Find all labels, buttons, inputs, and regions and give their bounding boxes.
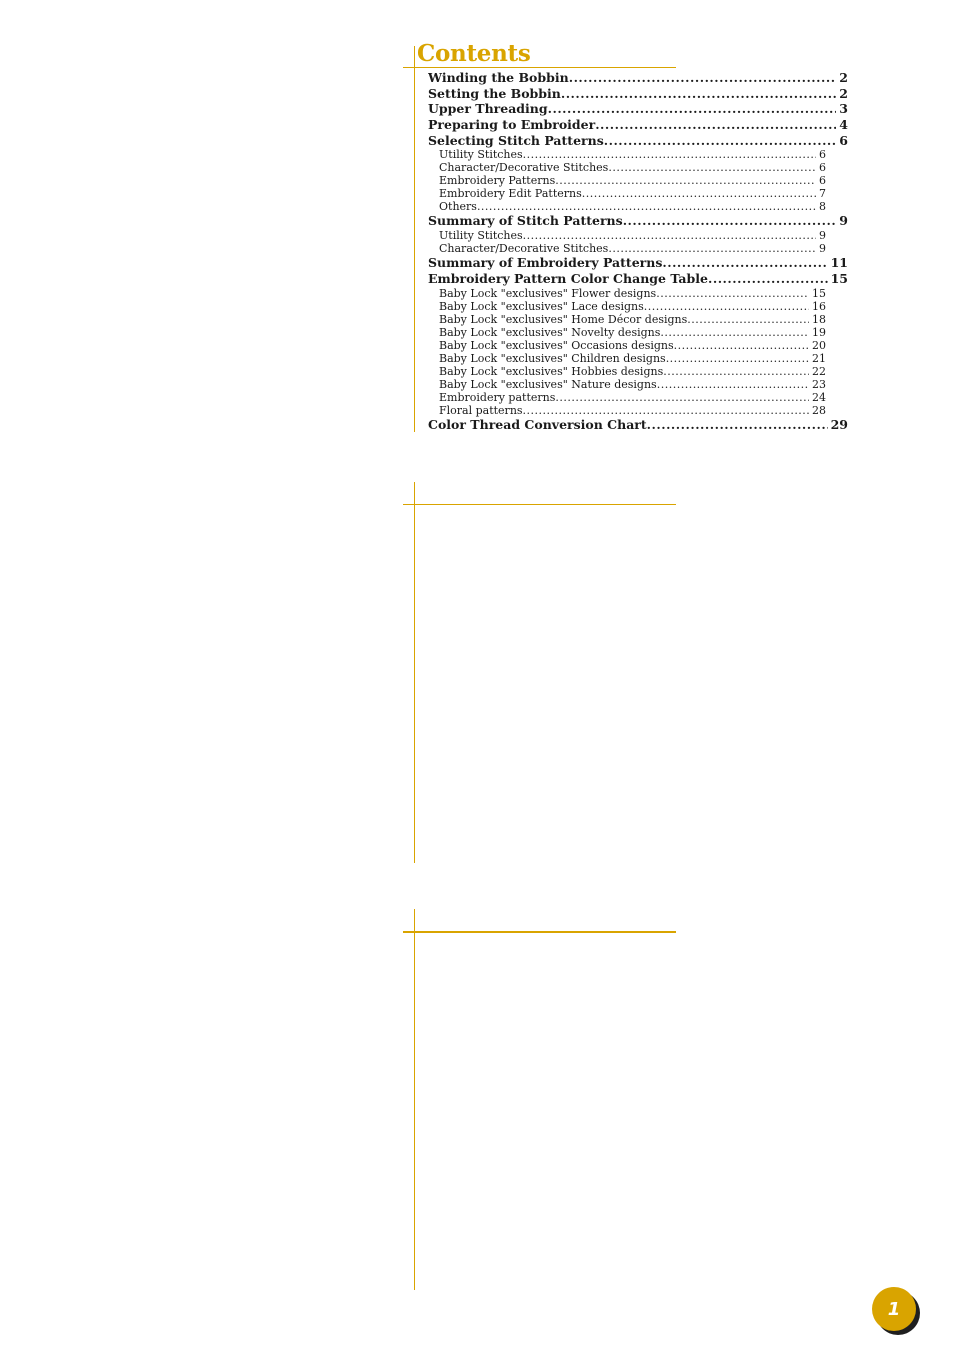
toc-leader-dots (523, 229, 816, 242)
toc-entry-label: Utility Stitches (439, 148, 523, 162)
toc-entry-label: Summary of Embroidery Patterns (428, 255, 663, 271)
toc-leader-dots (477, 200, 816, 213)
toc-entry-page: 19 (812, 325, 826, 339)
toc-entry-label: Upper Threading (428, 101, 548, 117)
toc-subentry[interactable] (439, 242, 826, 255)
toc-leader-dots (608, 242, 816, 255)
toc-entry-label: Baby Lock "exclusives" Occasions designs (439, 338, 674, 352)
toc-subentry[interactable] (439, 300, 826, 313)
section-1-horizontal-rule (403, 67, 676, 68)
toc-entry-page: 2 (839, 85, 848, 101)
page-number-badge: 1 (872, 1287, 916, 1331)
toc-entry-page: 22 (812, 364, 826, 378)
toc-leader-dots (687, 313, 809, 326)
toc-entry-label: Selecting Stitch Patterns (428, 132, 604, 148)
toc-leader-dots (548, 101, 837, 117)
toc-entry-label: Baby Lock "exclusives" Nature designs (439, 377, 657, 391)
toc-entry-label: Winding the Bobbin (428, 70, 569, 85)
toc-entry-page: 9 (819, 229, 826, 243)
toc-subentry[interactable] (439, 200, 826, 213)
toc-entry-page: 16 (812, 299, 826, 313)
toc-entry-label: Character/Decorative Stitches (439, 242, 609, 256)
toc-entry-label: Baby Lock "exclusives" Lace designs (439, 299, 644, 313)
toc-leader-dots (569, 70, 837, 86)
toc-subentry[interactable] (439, 148, 826, 161)
toc-leader-dots (623, 213, 837, 229)
toc-entry-label: Embroidery Patterns (439, 174, 556, 188)
toc-entry-page: 4 (839, 117, 848, 133)
toc-entry-label: Baby Lock "exclusives" Novelty designs (439, 325, 661, 339)
toc-leader-dots (644, 300, 809, 313)
toc-entry-label: Preparing to Embroider (428, 117, 596, 133)
toc-leader-dots (647, 417, 828, 433)
toc-entry-label: Baby Lock "exclusives" Hobbies designs (439, 364, 664, 378)
section-1-vertical-rule (414, 46, 415, 432)
toc-entry-page: 21 (812, 351, 826, 365)
toc-subentry[interactable] (439, 391, 826, 404)
toc-entry-page: 28 (812, 403, 826, 417)
section-3-horizontal-rule (403, 931, 676, 933)
section-3-vertical-rule (414, 909, 415, 1290)
toc-entry-label: Setting the Bobbin (428, 85, 561, 101)
toc-entry[interactable] (428, 70, 848, 86)
toc-subentry[interactable] (439, 352, 826, 365)
toc-subentry[interactable] (439, 161, 826, 174)
toc-entry-page: 20 (812, 338, 826, 352)
toc-leader-dots (674, 339, 809, 352)
toc-entry-page: 3 (839, 101, 848, 117)
toc-entry[interactable] (428, 213, 848, 229)
toc-entry-label: Baby Lock "exclusives" Children designs (439, 351, 666, 365)
toc-leader-dots (555, 391, 809, 404)
toc-subentry[interactable] (439, 339, 826, 352)
toc-entry-page: 7 (819, 187, 826, 201)
toc-leader-dots (656, 287, 809, 300)
toc-subentry[interactable] (439, 313, 826, 326)
toc-entry[interactable] (428, 417, 848, 433)
toc-leader-dots (657, 378, 809, 391)
toc-entry-page: 8 (819, 200, 826, 214)
toc-subentry[interactable] (439, 326, 826, 339)
toc-subentry[interactable] (439, 229, 826, 242)
toc-subentry[interactable] (439, 174, 826, 187)
toc-leader-dots (660, 326, 809, 339)
toc-subentry[interactable] (439, 187, 826, 200)
toc-subentry[interactable] (439, 378, 826, 391)
toc-entry[interactable] (428, 133, 848, 149)
toc-subentry[interactable] (439, 287, 826, 300)
toc-entry[interactable] (428, 271, 848, 287)
toc-entry-page: 9 (819, 242, 826, 256)
toc-entry-label: Baby Lock "exclusives" Home Décor designs (439, 312, 688, 326)
toc-leader-dots (595, 117, 836, 133)
toc-entry-label: Character/Decorative Stitches (439, 161, 609, 175)
toc-entry-label: Floral patterns (439, 403, 523, 417)
toc-entry-label: Embroidery Edit Patterns (439, 187, 582, 201)
toc-entry[interactable] (428, 86, 848, 102)
toc-entry-page: 2 (839, 70, 848, 85)
toc-leader-dots (561, 86, 836, 102)
toc-leader-dots (608, 161, 816, 174)
toc-entry-page: 6 (839, 132, 848, 148)
toc-entry-label: Embroidery Pattern Color Change Table (428, 270, 708, 286)
toc-entry-page: 15 (812, 286, 826, 300)
toc-entry-page: 6 (819, 148, 826, 162)
section-2-vertical-rule (414, 482, 415, 863)
toc-leader-dots (523, 404, 809, 417)
toc-entry-label: Utility Stitches (439, 229, 523, 243)
page-title: Contents (417, 40, 531, 67)
toc-entry-page: 11 (830, 255, 848, 271)
toc-entry[interactable] (428, 117, 848, 133)
toc-entry-label: Others (439, 200, 477, 214)
toc-entry-page: 23 (812, 377, 826, 391)
toc-entry-page: 24 (812, 390, 826, 404)
toc-leader-dots (663, 365, 809, 378)
section-2-horizontal-rule (403, 504, 676, 505)
toc-leader-dots (555, 174, 816, 187)
toc-leader-dots (604, 133, 837, 149)
toc-entry-page: 29 (830, 416, 848, 432)
toc-leader-dots (662, 255, 827, 271)
toc-entry-page: 6 (819, 174, 826, 188)
toc-leader-dots (582, 187, 816, 200)
toc-entry-label: Summary of Stitch Patterns (428, 213, 623, 229)
toc-entry[interactable] (428, 101, 848, 117)
toc-entry-label: Embroidery patterns (439, 390, 556, 404)
toc-leader-dots (666, 352, 809, 365)
toc-subentry[interactable] (439, 404, 826, 417)
toc-entry-page: 18 (812, 312, 826, 326)
toc-entry[interactable] (428, 255, 848, 271)
table-of-contents (428, 70, 848, 432)
toc-entry-page: 6 (819, 161, 826, 175)
toc-leader-dots (708, 271, 828, 287)
toc-subentry[interactable] (439, 365, 826, 378)
toc-entry-page: 15 (830, 270, 848, 286)
toc-entry-label: Color Thread Conversion Chart (428, 416, 647, 432)
toc-leader-dots (523, 148, 816, 161)
toc-entry-page: 9 (839, 213, 848, 229)
toc-entry-label: Baby Lock "exclusives" Flower designs (439, 286, 657, 300)
